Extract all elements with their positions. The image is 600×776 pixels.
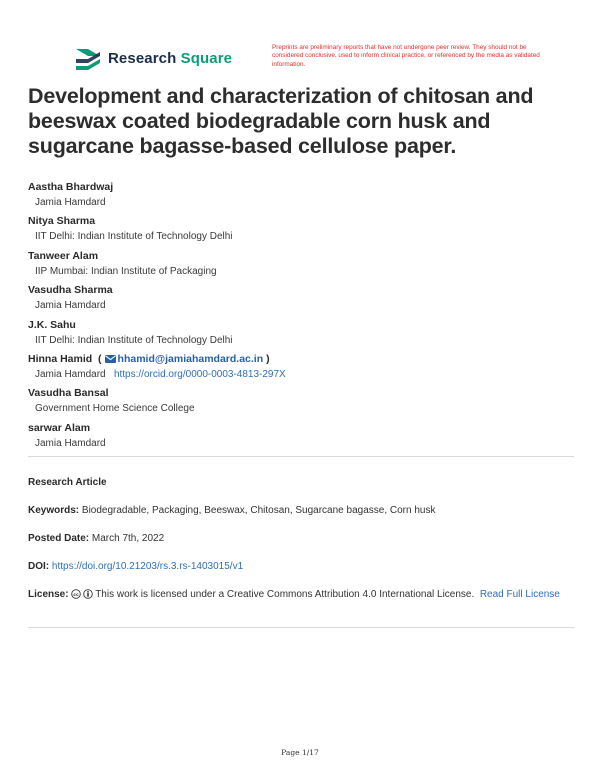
license-row xyxy=(28,587,578,602)
doi-link[interactable]: https://doi.org/10.21203/rs.3.rs-1403015/v1 xyxy=(51,561,244,572)
logo-text xyxy=(108,50,232,67)
creative-commons-icon xyxy=(71,589,81,599)
read-full-license-link[interactable]: Read Full License xyxy=(479,589,560,600)
author-affiliation-line xyxy=(28,367,578,382)
author-name: Nitya Sharma xyxy=(28,215,96,228)
posted-date-value: March 7th, 2022 xyxy=(91,533,165,544)
envelope-icon xyxy=(105,355,116,363)
license-label: License: xyxy=(28,589,69,600)
author-entry xyxy=(28,249,578,283)
author-entry xyxy=(28,318,578,352)
research-square-logo[interactable] xyxy=(74,46,232,70)
corresponding-author-line: Hinna Hamid ( hhamid@jamiahamdard.ac.in ) xyxy=(28,352,270,365)
author-list xyxy=(28,180,578,455)
article-type-label: Research Article xyxy=(28,477,107,488)
article-type xyxy=(28,475,578,490)
author-affiliation: Jamia Hamdard xyxy=(35,300,106,312)
orcid-link[interactable]: https://orcid.org/0000-0003-4813-297X xyxy=(113,368,286,380)
author-affiliation: IIP Mumbai: Indian Institute of Packaging xyxy=(35,265,217,277)
attribution-icon xyxy=(83,589,93,599)
author-name: J.K. Sahu xyxy=(28,318,76,331)
author-name: Hinna Hamid xyxy=(28,352,93,365)
logo-text-accent: Square xyxy=(180,49,233,67)
author-affiliation: Jamia Hamdard xyxy=(35,437,106,449)
author-name: Vasudha Sharma xyxy=(28,284,113,297)
author-entry xyxy=(28,283,578,317)
doi-row xyxy=(28,559,578,574)
author-entry xyxy=(28,386,578,420)
author-name: Aastha Bhardwaj xyxy=(28,181,114,193)
logo-text-primary: Research xyxy=(108,49,177,67)
author-entry xyxy=(28,214,578,248)
keywords-value: Biodegradable, Packaging, Beeswax, Chitosan, Sugarcane bagasse, Corn husk xyxy=(81,505,436,516)
author-name: sarwar Alam xyxy=(28,421,91,434)
author-affiliation: Jamia Hamdard xyxy=(35,368,106,380)
page-number: Page 1/17 xyxy=(281,748,319,757)
author-name: Vasudha Bansal xyxy=(28,387,109,400)
author-email-link[interactable]: hhamid@jamiahamdard.ac.in xyxy=(117,352,264,365)
posted-date-label: Posted Date: xyxy=(28,533,90,544)
posted-date-row xyxy=(28,531,578,546)
research-square-logo-icon xyxy=(74,46,102,70)
paper-title: Development and characterization of chitosan and beeswax coated biodegradable corn husk and sugarcane bagasse-based cellulose paper. xyxy=(28,84,534,158)
keywords-row xyxy=(28,503,578,518)
preprint-disclaimer: Preprints are preliminary reports that have not undergone peer review. They should not be considered conclusive, used to inform clinical practice, or referenced by the media as validated information. xyxy=(272,44,540,68)
svg-text:cc: cc xyxy=(72,592,79,598)
divider xyxy=(28,627,574,628)
author-name: Tanweer Alam xyxy=(28,249,99,262)
license-text: This work is licensed under a Creative Commons Attribution 4.0 International License. xyxy=(95,589,475,600)
author-entry xyxy=(28,352,578,386)
divider xyxy=(28,456,574,457)
author-affiliation: Jamia Hamdard xyxy=(35,197,106,208)
author-affiliation: IIT Delhi: Indian Institute of Technology Delhi xyxy=(35,334,233,346)
keywords-label: Keywords: xyxy=(28,505,80,516)
author-affiliation: IIT Delhi: Indian Institute of Technology Delhi xyxy=(35,231,233,243)
doi-label: DOI: xyxy=(28,561,50,572)
author-entry xyxy=(28,180,578,214)
author-entry xyxy=(28,421,578,455)
author-affiliation: Government Home Science College xyxy=(35,403,195,415)
